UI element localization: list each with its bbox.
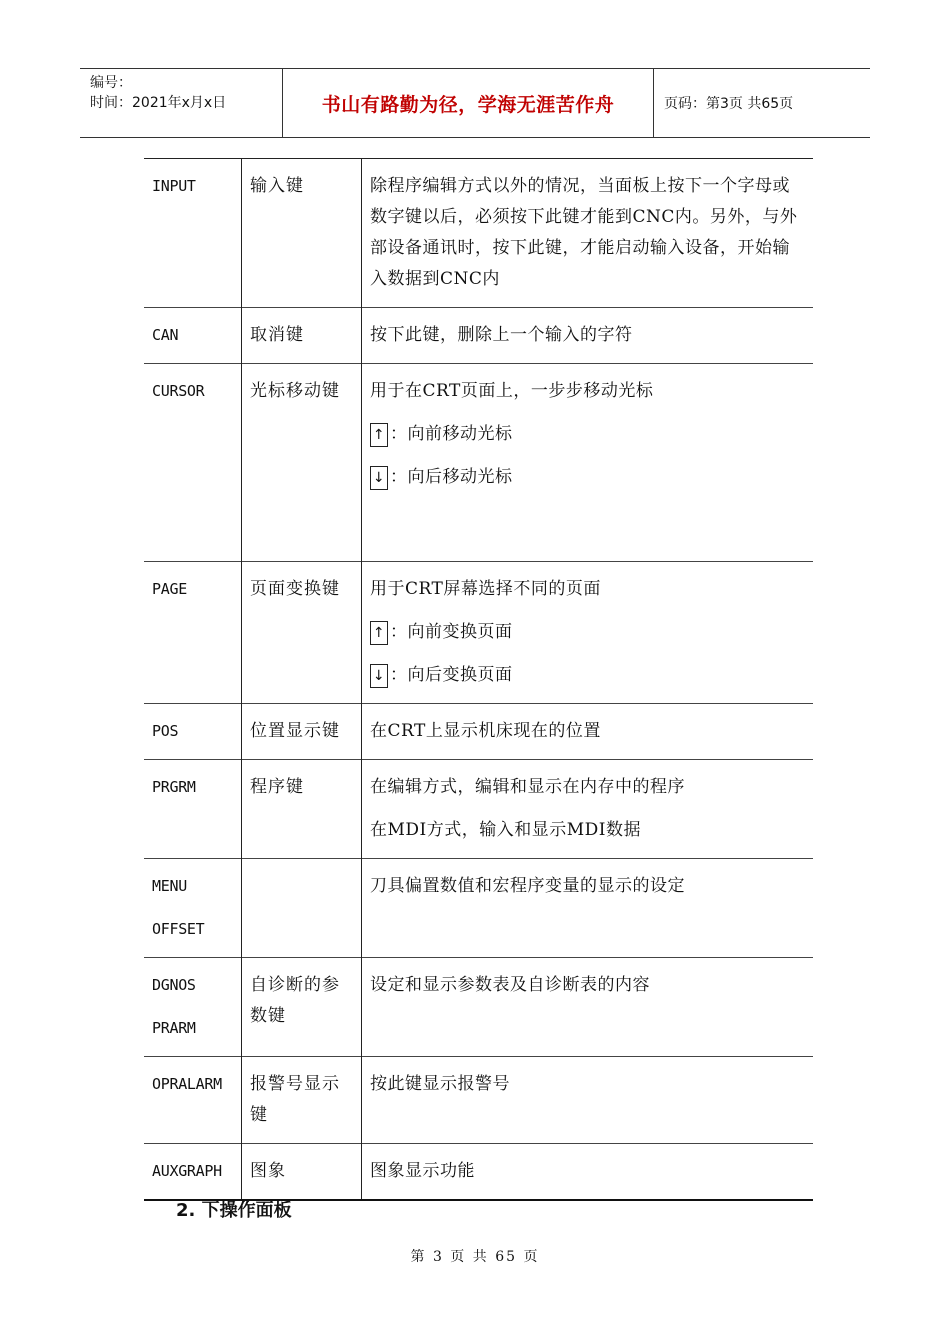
key-code: DGNOS PRARM (152, 976, 196, 1037)
key-code: POS (152, 722, 179, 740)
date-label: 时间：2021年x月x日 (90, 95, 227, 111)
key-desc: 刀具偏置数值和宏程序变量的显示的设定 (370, 876, 685, 896)
desc-line: 用于在CRT页面上，一步步移动光标 (370, 381, 654, 401)
table-row (144, 704, 813, 760)
section-title: 2. 下操作面板 (176, 1200, 292, 1221)
key-desc: 按此键显示报警号 (370, 1074, 510, 1094)
up-arrow-icon: ↑ (370, 621, 388, 645)
key-name: 程序键 (242, 760, 362, 859)
key-desc: 图象显示功能 (370, 1161, 475, 1181)
key-code: PRGRM (152, 778, 196, 796)
key-name: 报警号显示键 (242, 1057, 362, 1144)
key-name: 光标移动键 (242, 364, 362, 562)
key-desc: 在CRT上显示机床现在的位置 (370, 721, 601, 741)
key-name (242, 859, 362, 958)
header-meta (80, 69, 282, 137)
table-row (144, 958, 813, 1057)
desc-line-up: ↑ ：向前变换页面 (370, 617, 805, 648)
key-name: 输入键 (242, 159, 362, 308)
key-desc: 设定和显示参数表及自诊断表的内容 (370, 975, 650, 995)
key-desc: 按下此键，删除上一个输入的字符 (370, 325, 633, 345)
key-code: INPUT (152, 177, 196, 195)
down-arrow-icon: ↓ (370, 466, 388, 490)
key-name: 自诊断的参数键 (242, 958, 362, 1057)
key-name: 位置显示键 (242, 704, 362, 760)
table-row (144, 562, 813, 704)
key-desc (362, 760, 814, 859)
page-footer: 第 3 页 共 65 页 (410, 1249, 540, 1265)
desc-line-down: ↓ ：向后移动光标 (370, 462, 805, 493)
header-motto: 书山有路勤为径，学海无涯苦作舟 (282, 69, 654, 137)
table-row (144, 364, 813, 562)
number-label: 编号： (90, 75, 132, 91)
key-code: CAN (152, 326, 179, 344)
desc-line-down: ↓ ：向后变换页面 (370, 660, 805, 691)
up-arrow-icon: ↑ (370, 423, 388, 447)
table-row (144, 308, 813, 364)
key-desc (362, 364, 814, 562)
key-name: 页面变换键 (242, 562, 362, 704)
table-row (144, 1144, 813, 1201)
key-code: AUXGRAPH (152, 1162, 222, 1180)
table-row (144, 760, 813, 859)
page-header (80, 68, 870, 138)
desc-line: 在MDI方式，输入和显示MDI数据 (370, 820, 642, 840)
table-row (144, 159, 813, 308)
table-row (144, 859, 813, 958)
key-code: MENU OFFSET (152, 877, 205, 938)
table-row (144, 1057, 813, 1144)
desc-line: 用于CRT屏幕选择不同的页面 (370, 579, 601, 599)
key-desc: 除程序编辑方式以外的情况，当面板上按下一个字母或数字键以后，必须按下此键才能到CNC内。另外，与外部设备通讯时，按下此键，才能启动输入设备，开始输入数据到CNC内 (370, 176, 798, 289)
key-code: CURSOR (152, 382, 205, 400)
key-code: OPRALARM (152, 1075, 222, 1093)
key-code: PAGE (152, 580, 187, 598)
down-arrow-icon: ↓ (370, 664, 388, 688)
key-desc (362, 562, 814, 704)
key-table (144, 158, 813, 1201)
header-page-label: 页码：第3页 共65页 (664, 96, 794, 112)
desc-line: 在编辑方式，编辑和显示在内存中的程序 (370, 777, 685, 797)
key-name: 图象 (242, 1144, 362, 1201)
desc-line-up: ↑ ：向前移动光标 (370, 419, 805, 450)
key-name: 取消键 (242, 308, 362, 364)
